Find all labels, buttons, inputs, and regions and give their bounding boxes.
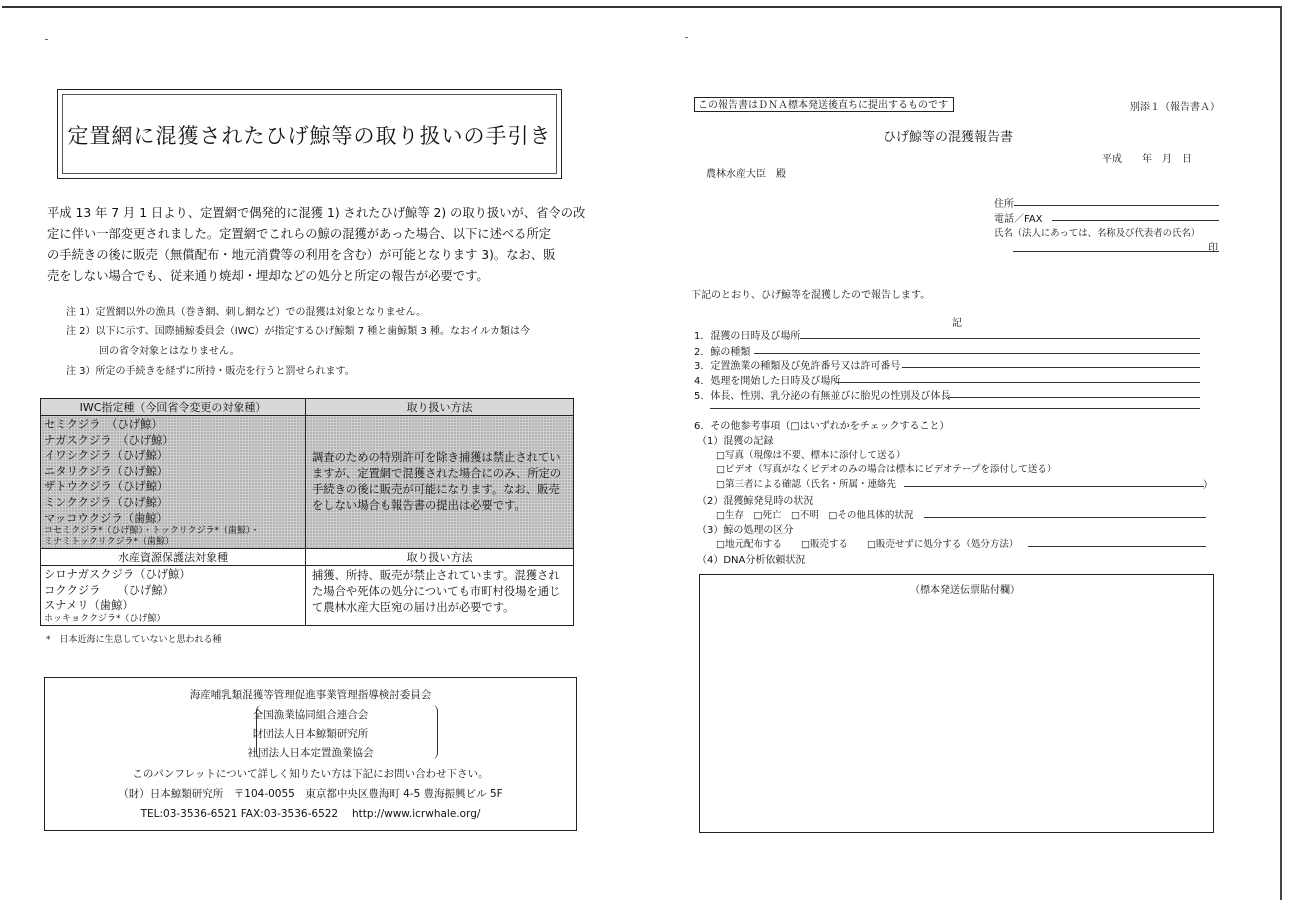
found-options: □生存 □死亡 □不明 □その他具体的状況: [716, 510, 914, 521]
dna-title: （4）DNA分析依頼状況: [697, 555, 806, 566]
note-2: 注 2）以下に示す、国際捕鯨委員会（IWC）が指定するひげ鯨類 7 種と歯鯨類 3 種。なおイルカ類は今: [66, 326, 530, 337]
item-5: 5．体長、性別、乳分泌の有無並びに胎児の性別及び体長: [694, 391, 951, 402]
species-item: ナガスクジラ （ひげ鯨）: [44, 433, 174, 447]
title-box: [57, 89, 562, 179]
address-line: [1014, 205, 1219, 206]
item-1: 1．混獲の日時及び場所: [694, 331, 801, 342]
item-line: [836, 382, 1200, 383]
found-title: （2）混獲鯨発見時の状況: [697, 496, 814, 507]
species-item: ホッキョククジラ*（ひげ鯨）: [44, 613, 166, 624]
item-line: [754, 353, 1200, 354]
note-2-cont: 回の省令対象とはなりません。: [99, 346, 240, 357]
seal-mark: 印: [1208, 243, 1218, 254]
member-org: 財団法人日本鯨類研究所: [252, 728, 369, 740]
species-item: マッコウクジラ（歯鯨）: [44, 511, 168, 525]
sample-slip-label: （標本発送伝票貼付欄）: [910, 585, 1020, 596]
tel-line: [1052, 220, 1219, 221]
iwc-species-cell: [41, 416, 306, 549]
name-line: [1013, 251, 1219, 252]
aqua-header: 水産資源保護法対象種: [41, 549, 306, 566]
aqua-method-header: 取り扱い方法: [306, 549, 574, 566]
iwc-header: IWC指定種（今回省令変更の対象種）: [41, 399, 306, 416]
contact-phone: TEL:03-3536-6521 FAX:03-3536-6522 http://www.icrwhale.org/: [140, 808, 481, 820]
species-item: コククジラ （ひげ鯨）: [44, 583, 174, 597]
attachment-label: 別添１（報告書Ａ）: [1130, 102, 1220, 113]
ki-heading: 記: [952, 318, 962, 329]
species-item: ミナミトックリクジラ*（歯鯨）: [44, 537, 175, 548]
record-option-video: □ビデオ（写真がなくビデオのみの場合は標本にビデオテープを添付して送る）: [716, 464, 1057, 475]
aqua-species-cell: [41, 566, 306, 626]
page-title: 定置網に混獲されたひげ鯨等の取り扱いの手引き: [67, 124, 552, 148]
intro-paragraph: [47, 203, 587, 287]
committee-name: 海産哺乳類混獲等管理促進事業管理指導検討委員会: [189, 689, 432, 701]
tel-label: 電話／FAX: [994, 214, 1043, 225]
contact-address: （財）日本鯨類研究所 〒104-0055 東京都中央区豊海町 4-5 豊海振興ビル 5F: [118, 788, 503, 800]
species-item: イワシクジラ（ひげ鯨）: [44, 449, 169, 463]
item-line: [948, 397, 1200, 398]
record-option-photo: □写真（現像は不要、標本に添付して送る）: [716, 450, 906, 461]
item-line: [902, 367, 1200, 368]
item-line: [800, 338, 1200, 339]
species-item: ザトウクジラ（ひげ鯨）: [44, 480, 169, 494]
report-lead: 下記のとおり、ひげ鯨等を混獲したので報告します。: [691, 290, 931, 301]
aqua-method-text: 捕獲、所持、販売が禁止されています。混獲された場合や死体の処分についても市町村役場を通じて農林水産大臣宛の届け出が必要です。: [312, 569, 561, 615]
species-item: ニタリクジラ（ひげ鯨）: [44, 464, 169, 478]
item-3: 3．定置漁業の種類及び免許番号又は許可番号: [694, 361, 901, 372]
corner-mark: [45, 39, 48, 40]
species-item: セミクジラ （ひげ鯨）: [44, 418, 163, 431]
intro-line: 平成 13 年 7 月 1 日より、定置網で偶発的に混獲 1) されたひげ鯨等 2) の取り扱いが、省令の改: [47, 206, 586, 220]
note-3: 注 3）所定の手続きを経ずに所持・販売を行うと罰せられます。: [66, 366, 355, 377]
intro-line: 定に伴い一部変更されました。定置網でこれらの鯨の混獲があった場合、以下に述べる所定: [47, 227, 552, 241]
method-header: 取り扱い方法: [306, 399, 574, 416]
inquiry-text: このパンフレットについて詳しく知りたい方は下記にお問い合わせ下さい。: [132, 768, 489, 780]
species-table: [40, 398, 574, 626]
found-line: [924, 517, 1206, 518]
name-label: 氏名（法人にあっては、名称及び代表者の氏名）: [994, 228, 1201, 239]
iwc-method-cell: [306, 416, 574, 549]
submission-notice: この報告書はＤＮＡ標本発送後直ちに提出するものです: [694, 97, 954, 112]
corner-mark: [685, 37, 688, 38]
species-item: シロナガスクジラ（ひげ鯨）: [44, 568, 191, 582]
item-4: 4．処理を開始した日時及び場所: [694, 376, 841, 387]
intro-line: の手続きの後に販売（無償配布・地元消費等の利用を含む）が可能となります 3)。なお、販: [47, 248, 556, 262]
report-date: 平成 年 月 日: [1102, 154, 1192, 165]
item-line: [710, 408, 1200, 409]
item-6: 6．その他参考事項（□はいずれかをチェックすること）: [694, 421, 950, 432]
table-footnote: * 日本近海に生息していないと思われる種: [46, 635, 222, 645]
sample-slip-box: [699, 574, 1214, 833]
addressee: 農林水産大臣 殿: [706, 169, 786, 180]
intro-line: 売をしない場合でも、従来通り焼却・埋却などの処分と所定の報告が必要です。: [47, 269, 489, 283]
witness-line: [904, 486, 1204, 487]
member-org: 全国漁業協同組合連合会: [252, 709, 369, 721]
note-1: 注 1）定置網以外の漁具（巻き網、刺し網など）での混獲は対象となりません。: [66, 307, 427, 318]
witness-close: ）: [1203, 480, 1213, 491]
disposal-title: （3）鯨の処理の区分: [697, 525, 794, 536]
species-item: スナメリ（歯鯨）: [44, 599, 134, 613]
record-title: （1）混獲の記録: [697, 436, 774, 447]
report-title: ひげ鯨等の混獲報告書: [883, 130, 1014, 145]
item-2: 2．鯨の種類: [694, 347, 751, 358]
disposal-line: [1028, 546, 1206, 547]
record-option-witness: □第三者による確認（氏名・所属・連絡先: [716, 479, 896, 490]
address-label: 住所: [994, 199, 1014, 210]
disposal-options: □地元配布する □販売する □販売せずに処分する（処分方法）: [716, 539, 1019, 550]
iwc-method-text: 調査のための特別許可を除き捕獲は禁止されていますが、定置網で混獲された場合にのみ、所定の手続きの後に販売が可能になります。なお、販売をしない場合も報告書の提出は必要です。: [312, 451, 562, 513]
member-org: 社団法人日本定置漁業協会: [247, 747, 374, 759]
species-item: コセミクジラ*（ひげ鯨）・トックリクジラ*（歯鯨）・: [44, 526, 260, 537]
species-item: ミンククジラ（ひげ鯨）: [44, 495, 169, 509]
aqua-method-cell: [306, 566, 574, 626]
contact-box: [44, 677, 577, 831]
